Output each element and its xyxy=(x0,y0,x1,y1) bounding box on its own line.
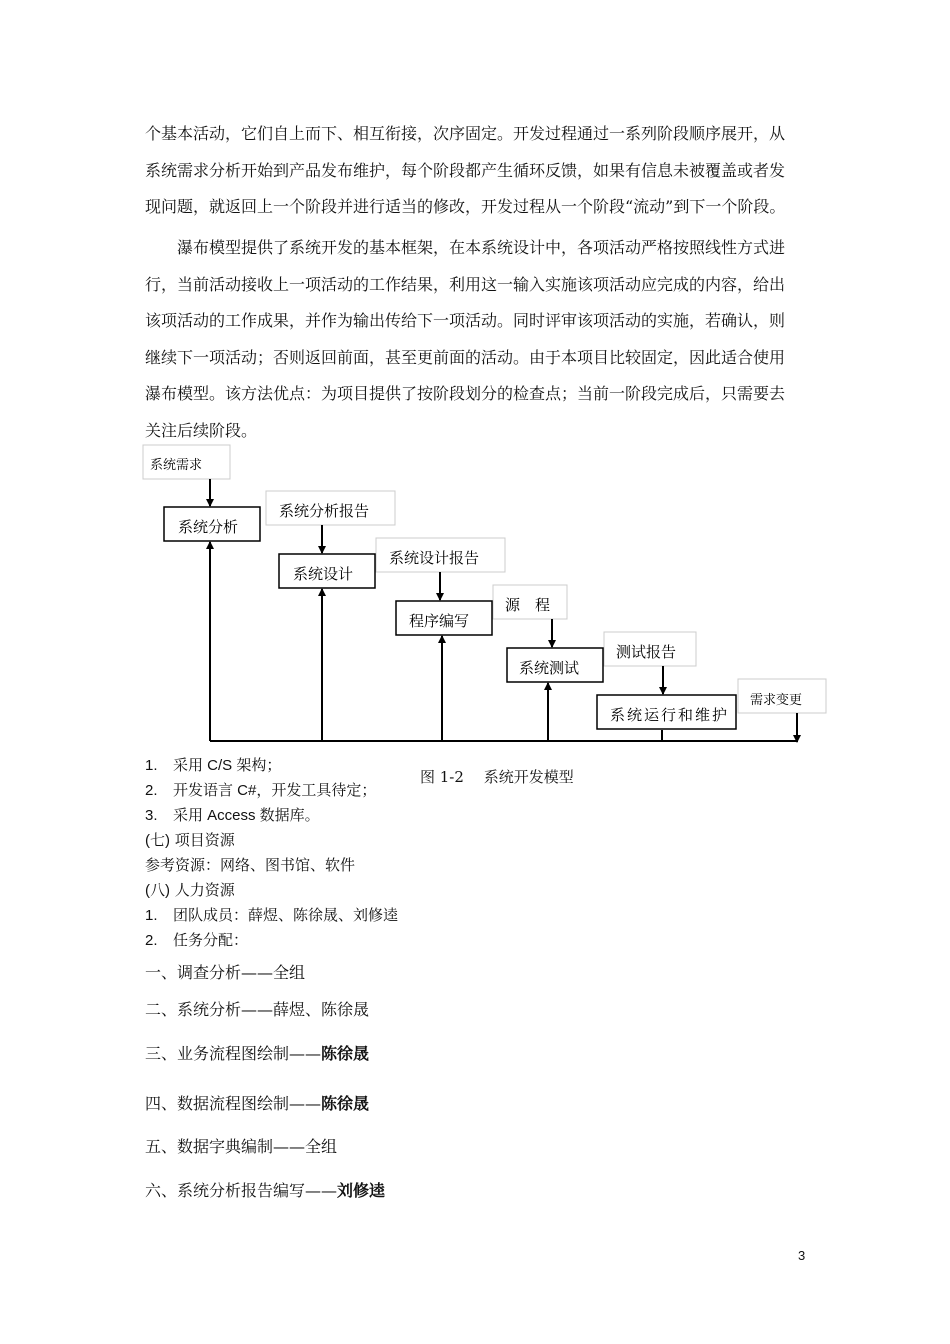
paragraph-line: 行，当前活动接收上一项活动的工作结果，利用这一输入实施该项活动应完成的内容，给出 xyxy=(145,274,786,294)
task-label: 六、系统分析报告编写—— xyxy=(145,1181,338,1200)
output-label-2: 系统设计报告 xyxy=(389,549,480,567)
stage-label-4: 系统测试 xyxy=(519,659,580,677)
task-label: 一、调查分析—— xyxy=(145,963,274,982)
task-item xyxy=(145,997,369,1020)
paragraph-line: 继续下一项活动；否则返回前面，甚至更前面的活动。由于本项目比较固定，因此适合使用 xyxy=(145,347,786,367)
task-person: 刘修逵 xyxy=(337,1183,386,1200)
section-heading xyxy=(145,829,235,850)
list-number: 2. xyxy=(145,782,158,799)
section-title: 项目资源 xyxy=(174,831,235,849)
task-item xyxy=(145,1041,369,1064)
list-item xyxy=(145,804,320,825)
task-person: 陈徐晟 xyxy=(321,1096,370,1113)
task-label: 二、系统分析—— xyxy=(145,1000,274,1019)
list-number: 2. xyxy=(145,932,158,949)
figure-caption: 图 1-2 系统开发模型 xyxy=(420,768,574,786)
stage-label-1: 系统分析 xyxy=(178,518,239,536)
output-label-1: 系统分析报告 xyxy=(279,502,370,520)
list-item xyxy=(145,754,281,775)
section-body: 参考资源：网络、图书馆、软件 xyxy=(145,856,356,874)
list-item xyxy=(145,779,376,800)
paragraph-line: 系统需求分析开始到产品发布维护，每个阶段都产生循环反馈，如果有信息未被覆盖或者发 xyxy=(145,160,786,180)
paragraph-line: 瀑布模型。该方法优点：为项目提供了按阶段划分的检查点；当前一阶段完成后，只需要去 xyxy=(145,384,786,403)
list-item xyxy=(145,904,398,925)
feedback-label: 需求变更 xyxy=(750,693,803,708)
paragraph-line: 该项活动的工作成果，并作为输出传给下一项活动。同时评审该项活动的实施，若确认，则 xyxy=(145,311,786,330)
list-text: 任务分配： xyxy=(173,931,249,949)
paragraph-line: 关注后续阶段。 xyxy=(145,420,258,440)
output-label-3: 源 程 xyxy=(505,596,551,614)
task-person: 陈徐晟 xyxy=(321,1046,370,1063)
task-item xyxy=(145,1134,337,1157)
task-person: 全组 xyxy=(305,1137,338,1156)
page-number: 3 xyxy=(798,1248,806,1263)
list-number: 1. xyxy=(145,907,158,924)
section-title: 人力资源 xyxy=(174,881,235,899)
list-item xyxy=(145,929,248,950)
section-number: (七) xyxy=(145,832,170,849)
list-text: 采用 C/S 架构； xyxy=(173,757,282,774)
task-item xyxy=(145,1091,369,1114)
stage-label-2: 系统设计 xyxy=(293,565,354,583)
section-heading xyxy=(145,879,235,900)
list-text: 团队成员：薛煜、陈徐晟、刘修逵 xyxy=(173,906,399,924)
task-label: 四、数据流程图绘制—— xyxy=(145,1094,322,1113)
section-number: (八) xyxy=(145,882,170,899)
task-person: 薛煜、陈徐晟 xyxy=(273,1000,370,1019)
output-label-4: 测试报告 xyxy=(616,643,677,661)
task-person: 全组 xyxy=(273,963,306,982)
stage-label-5: 系统运行和维护 xyxy=(610,706,730,724)
task-label: 三、业务流程图绘制—— xyxy=(145,1044,322,1063)
list-number: 1. xyxy=(145,757,158,774)
paragraph-line: 瀑布模型提供了系统开发的基本框架，在本系统设计中，各项活动严格按照线性方式进 xyxy=(177,238,786,257)
list-text: 开发语言 C#，开发工具待定； xyxy=(173,782,377,799)
paragraph-line: 个基本活动，它们自上而下、相互衔接，次序固定。开发过程通过一系列阶段顺序展开，从 xyxy=(145,124,786,143)
stage-label-3: 程序编写 xyxy=(409,612,470,630)
paragraph-line: 现问题，就返回上一个阶段并进行适当的修改，开发过程从一个阶段“流动”到下一个阶段。 xyxy=(145,197,786,216)
input-label: 系统需求 xyxy=(150,458,203,473)
task-label: 五、数据字典编制—— xyxy=(145,1137,306,1156)
task-item xyxy=(145,960,305,983)
list-number: 3. xyxy=(145,807,158,824)
task-item xyxy=(145,1178,385,1201)
list-text: 采用 Access 数据库。 xyxy=(173,807,320,824)
